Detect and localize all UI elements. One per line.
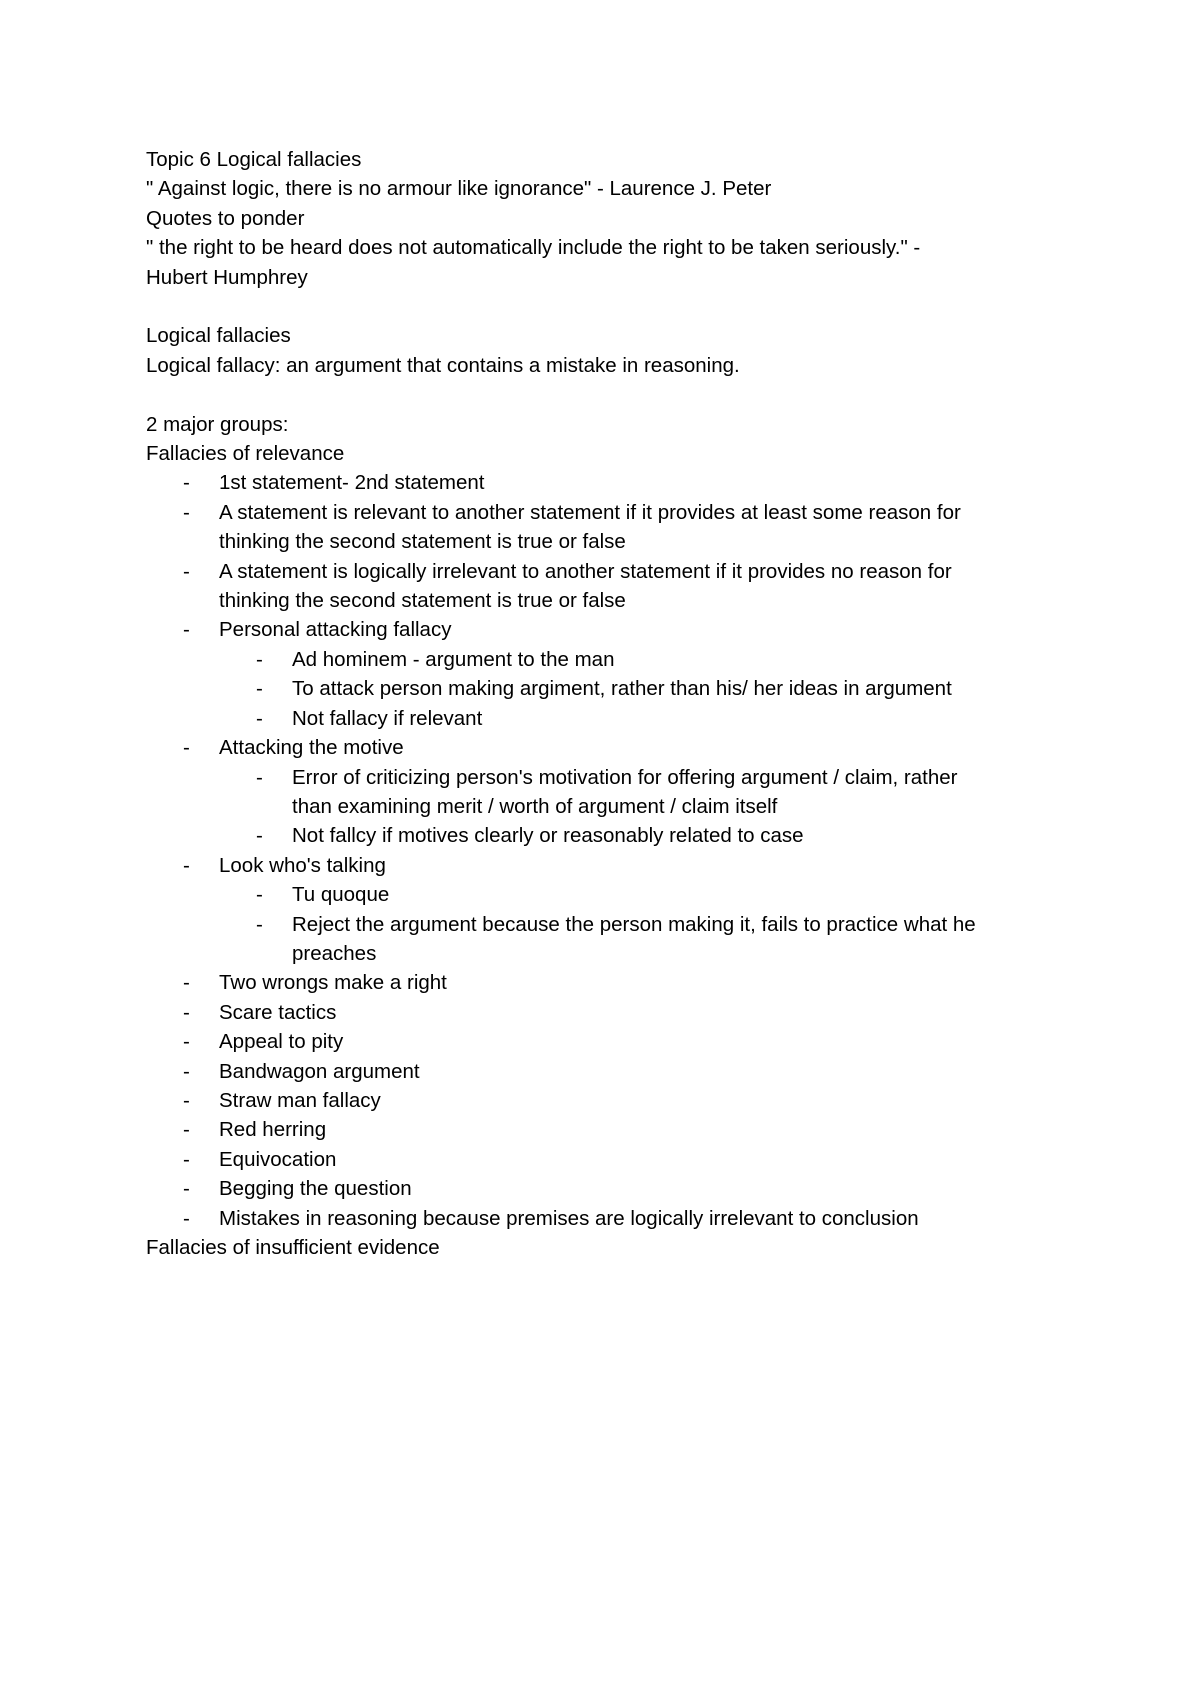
bullet-dash: -: [183, 1118, 190, 1142]
bullet-text: Ad hominem - argument to the man: [292, 647, 615, 671]
bullet-item: [146, 910, 1066, 969]
bullet-item: [146, 1174, 1066, 1203]
blank-line: [146, 380, 1066, 409]
bullet-dash: -: [183, 971, 190, 995]
bullet-item: [146, 968, 1066, 997]
blank-line: [146, 292, 1066, 321]
bullet-item: [146, 704, 1066, 733]
bullet-text: Equivocation: [219, 1147, 337, 1171]
bullet-item: [146, 1027, 1066, 1056]
bullet-text: Not fallacy if relevant: [292, 706, 483, 730]
bullet-item: [146, 1204, 1066, 1233]
bullet-text: Attacking the motive: [219, 736, 404, 760]
bullet-dash: -: [183, 1000, 190, 1024]
bullet-item: [146, 1145, 1066, 1174]
bullet-dash: -: [256, 824, 263, 848]
bullet-item: [146, 1057, 1066, 1086]
bullet-text: Bandwagon argument: [219, 1059, 420, 1083]
bullet-item: [146, 615, 1066, 644]
bullet-text: thinking the second statement is true or false: [219, 530, 626, 554]
quote-peter: " Against logic, there is no armour like ignorance" - Laurence J. Peter: [146, 177, 772, 201]
bullet-dash: -: [183, 1030, 190, 1054]
bullet-dash: -: [256, 883, 263, 907]
quote-humphrey-line-2: Hubert Humphrey: [146, 265, 308, 289]
bullet-dash: -: [256, 677, 263, 701]
bullet-dash: -: [183, 471, 190, 495]
bullet-item: [146, 998, 1066, 1027]
bullet-text: Not fallcy if motives clearly or reasonably related to case: [292, 824, 804, 848]
quote-humphrey-line-1: " the right to be heard does not automatically include the right to be taken seriously." -: [146, 236, 921, 260]
bullet-item: [146, 645, 1066, 674]
bullet-dash: -: [183, 500, 190, 524]
bullet-text: Scare tactics: [219, 1000, 337, 1024]
bullet-text: Tu quoque: [292, 883, 390, 907]
bullet-item: [146, 1086, 1066, 1115]
bullet-item: [146, 733, 1066, 762]
bullet-text: Mistakes in reasoning because premises are logically irrelevant to conclusion: [219, 1206, 919, 1230]
bullet-dash: -: [183, 1177, 190, 1201]
bullet-dash: -: [256, 912, 263, 936]
bullet-dash: -: [183, 1147, 190, 1171]
groups-heading: 2 major groups:: [146, 412, 289, 436]
bullet-dash: -: [183, 618, 190, 642]
bullet-text: thinking the second statement is true or false: [219, 589, 626, 613]
document-title: Topic 6 Logical fallacies: [146, 148, 362, 171]
bullet-text: Error of criticizing person's motivation for offering argument / claim, rather: [292, 765, 958, 789]
bullet-text: preaches: [292, 941, 377, 965]
bullet-text: A statement is logically irrelevant to another statement if it provides no reason for: [219, 559, 952, 583]
bullet-item: [146, 498, 1066, 557]
group-insufficient-evidence-heading: Fallacies of insufficient evidence: [146, 1236, 440, 1259]
bullet-dash: -: [183, 736, 190, 760]
section-heading: Logical fallacies: [146, 324, 291, 348]
bullet-item: [146, 557, 1066, 616]
bullet-dash: -: [183, 559, 190, 583]
quotes-heading: Quotes to ponder: [146, 206, 305, 230]
bullet-item: [146, 468, 1066, 497]
bullet-text: Reject the argument because the person making it, fails to practice what he: [292, 912, 976, 936]
bullet-text: Look who's talking: [219, 853, 386, 877]
bullet-text: Red herring: [219, 1118, 327, 1142]
bullet-dash: -: [183, 853, 190, 877]
definition-text: Logical fallacy: an argument that contains a mistake in reasoning.: [146, 353, 740, 377]
bullet-dash: -: [183, 1059, 190, 1083]
bullet-item: [146, 674, 1066, 703]
bullet-dash: -: [256, 647, 263, 671]
bullet-item: [146, 763, 1066, 822]
bullet-text: To attack person making argiment, rather than his/ her ideas in argument: [292, 677, 952, 701]
bullet-dash: -: [256, 765, 263, 789]
bullet-item: [146, 821, 1066, 850]
bullet-text: than examining merit / worth of argument / claim itself: [292, 794, 778, 818]
bullet-text: Begging the question: [219, 1177, 412, 1201]
bullet-dash: -: [183, 1088, 190, 1112]
bullet-dash: -: [256, 706, 263, 730]
bullet-text: Straw man fallacy: [219, 1088, 381, 1112]
bullet-text: A statement is relevant to another statement if it provides at least some reason for: [219, 500, 961, 524]
document-content: [146, 145, 1066, 1262]
bullet-item: [146, 851, 1066, 880]
bullet-item: [146, 1115, 1066, 1144]
bullet-text: Appeal to pity: [219, 1030, 344, 1054]
bullet-text: Two wrongs make a right: [219, 971, 447, 995]
bullet-item: [146, 880, 1066, 909]
bullet-list: [146, 468, 1066, 1233]
group-relevance-heading: Fallacies of relevance: [146, 442, 345, 466]
bullet-text: 1st statement- 2nd statement: [219, 471, 485, 495]
bullet-dash: -: [183, 1206, 190, 1230]
bullet-text: Personal attacking fallacy: [219, 618, 452, 642]
